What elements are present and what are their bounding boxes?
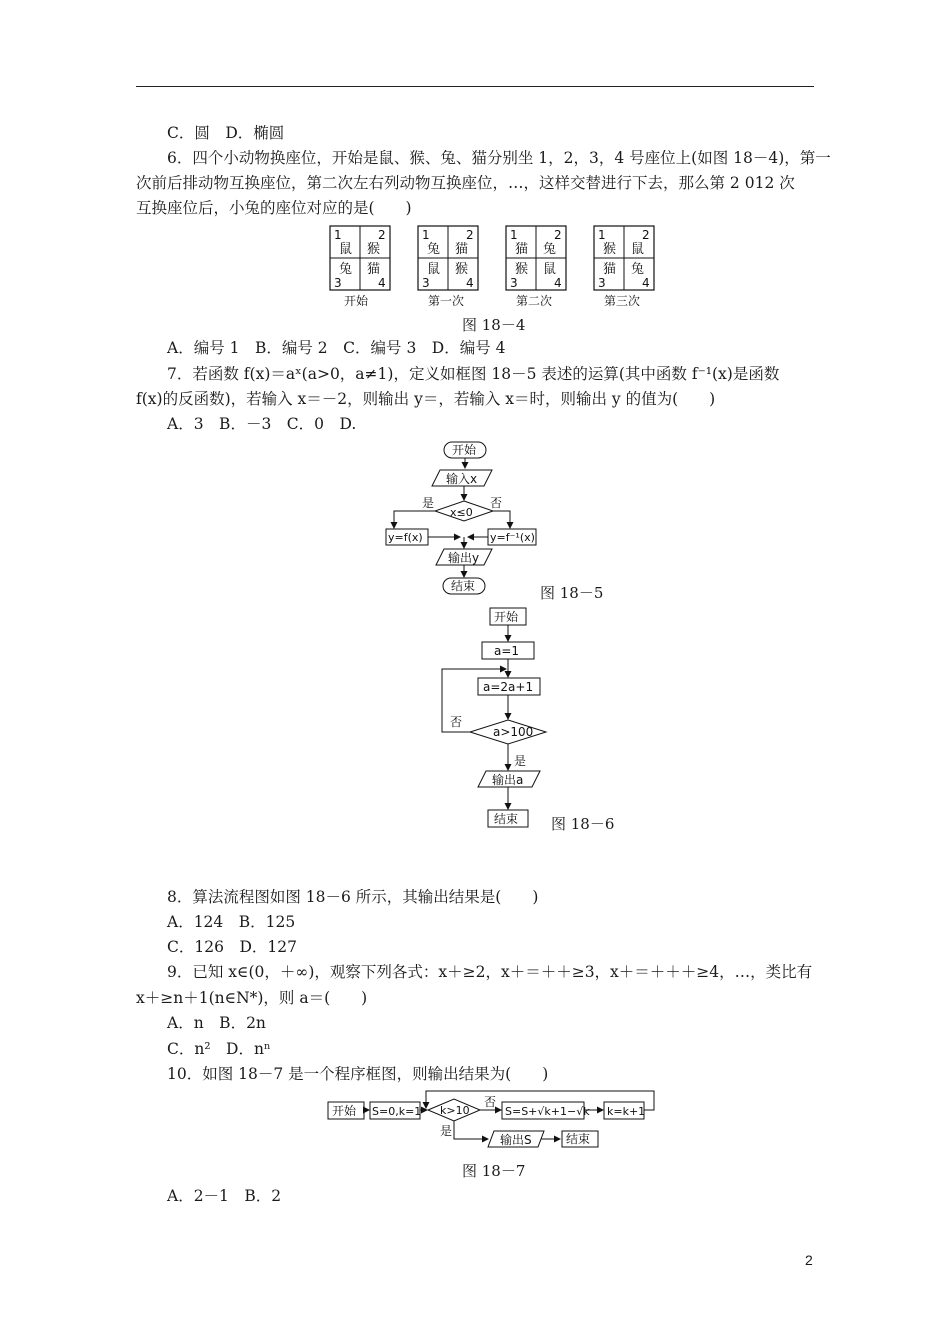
svg-text:结束: 结束 [494, 812, 519, 826]
svg-text:猴: 猴 [367, 242, 381, 257]
figure-18-4-caption: 图 18－4 [462, 316, 526, 334]
svg-text:a=1: a=1 [494, 644, 520, 658]
svg-text:1: 1 [598, 228, 606, 242]
svg-text:否: 否 [484, 1095, 497, 1109]
svg-text:开始: 开始 [452, 443, 477, 457]
svg-text:兔: 兔 [427, 242, 441, 257]
svg-text:3: 3 [510, 276, 518, 290]
svg-text:鼠: 鼠 [543, 262, 557, 277]
page-number: 2 [805, 1252, 813, 1268]
svg-text:兔: 兔 [339, 262, 353, 277]
box-label: 第一次 [428, 294, 465, 308]
svg-text:猴: 猴 [515, 262, 529, 277]
svg-text:结束: 结束 [566, 1132, 591, 1146]
svg-text:猴: 猴 [603, 242, 617, 257]
q5-options: C．圆 D．椭圆 [167, 124, 285, 142]
svg-text:x≤0: x≤0 [450, 506, 473, 519]
q8-line: 8．算法流程图如图 18－6 所示，其输出结果是( ) [167, 888, 539, 906]
q9-line2: x＋≥n＋1(n∈N*)，则 a＝( ) [136, 989, 368, 1007]
box-label: 第三次 [604, 294, 641, 308]
svg-text:开始: 开始 [332, 1104, 357, 1118]
q6-line1: 6．四个小动物换座位，开始是鼠、猴、兔、猫分别坐 1，2，3，4 号座位上(如图 18－4)，第一 [167, 149, 831, 167]
svg-text:k>10: k>10 [440, 1104, 470, 1117]
q8-options-2: C．126 D．127 [167, 938, 297, 956]
svg-text:猫: 猫 [367, 262, 381, 277]
seat-box-first [418, 226, 478, 308]
figure-18-7 [322, 1087, 662, 1155]
q7-options: A．3 B．－3 C．0 D. [167, 415, 357, 433]
figure-18-5-caption: 图 18－5 [540, 584, 604, 602]
svg-text:2: 2 [466, 228, 474, 242]
q10-line: 10．如图 18－7 是一个程序框图，则输出结果为( ) [167, 1065, 549, 1083]
q10-options: A．2－1 B．2 [167, 1187, 282, 1205]
svg-text:2: 2 [642, 228, 650, 242]
figure-18-6 [430, 604, 560, 830]
svg-text:鼠: 鼠 [427, 262, 441, 277]
svg-text:兔: 兔 [543, 242, 557, 257]
svg-text:1: 1 [334, 228, 342, 242]
box-label: 开始 [344, 294, 369, 308]
q9-options-2: C．n² D．nⁿ [167, 1040, 271, 1058]
svg-text:4: 4 [466, 276, 474, 290]
svg-text:猴: 猴 [455, 262, 469, 277]
figure-18-6-caption: 图 18－6 [551, 815, 615, 833]
q7-line1: 7．若函数 f(x)＝aˣ(a>0，a≠1)，定义如框图 18－5 表述的运算(其中函数 f⁻¹(x)是函数 [167, 365, 780, 383]
svg-text:a=2a+1: a=2a+1 [483, 680, 534, 694]
svg-text:输入x: 输入x [446, 472, 478, 486]
svg-text:猫: 猫 [603, 262, 617, 277]
figure-18-7-caption: 图 18－7 [462, 1162, 526, 1180]
svg-text:否: 否 [490, 496, 503, 510]
svg-text:S=S+√k+1−√k: S=S+√k+1−√k [505, 1105, 590, 1118]
svg-text:输出a: 输出a [492, 773, 524, 787]
svg-text:2: 2 [378, 228, 386, 242]
q8-options-1: A．124 B．125 [167, 913, 296, 931]
svg-text:是: 是 [422, 496, 435, 510]
q9-options-1: A．n B．2n [167, 1014, 266, 1032]
svg-text:S=0,k=1: S=0,k=1 [372, 1105, 422, 1118]
q6-line3: 互换座位后，小兔的座位对应的是( ) [136, 199, 412, 217]
svg-text:3: 3 [598, 276, 606, 290]
svg-text:1: 1 [510, 228, 518, 242]
q7-line2: f(x)的反函数)，若输入 x＝－2，则输出 y＝，若输入 x＝时，则输出 y 的值为( ) [136, 390, 716, 408]
svg-text:y=f(x): y=f(x) [388, 531, 423, 544]
svg-text:1: 1 [422, 228, 430, 242]
figure-18-4 [320, 222, 660, 312]
svg-text:是: 是 [514, 754, 527, 768]
q6-line2: 次前后排动物互换座位，第二次左右列动物互换座位，…，这样交替进行下去，那么第 2 012 次 [136, 174, 795, 192]
svg-text:4: 4 [554, 276, 562, 290]
svg-text:兔: 兔 [631, 262, 645, 277]
svg-text:鼠: 鼠 [339, 242, 353, 257]
figure-18-5 [380, 438, 550, 604]
box-label: 第二次 [516, 294, 553, 308]
q9-line1: 9．已知 x∈(0，＋∞)，观察下列各式：x＋≥2，x＋＝＋＋≥3，x＋＝＋＋＋≥4，…，类比有 [167, 963, 813, 981]
svg-text:开始: 开始 [494, 610, 519, 624]
svg-text:鼠: 鼠 [631, 242, 645, 257]
svg-text:否: 否 [450, 715, 463, 729]
svg-text:猫: 猫 [515, 242, 529, 257]
seat-box-start [330, 226, 390, 308]
svg-text:输出y: 输出y [448, 551, 480, 565]
svg-text:3: 3 [422, 276, 430, 290]
seat-box-third [594, 226, 654, 308]
svg-text:4: 4 [642, 276, 650, 290]
svg-text:k=k+1: k=k+1 [607, 1105, 646, 1118]
svg-text:输出S: 输出S [500, 1133, 532, 1147]
svg-text:2: 2 [554, 228, 562, 242]
svg-text:y=f⁻¹(x): y=f⁻¹(x) [490, 531, 535, 544]
svg-text:猫: 猫 [455, 242, 469, 257]
svg-text:4: 4 [378, 276, 386, 290]
svg-text:是: 是 [440, 1124, 453, 1138]
q6-options: A．编号 1 B．编号 2 C．编号 3 D．编号 4 [167, 339, 506, 357]
header-rule [136, 86, 814, 87]
svg-text:结束: 结束 [451, 579, 476, 593]
seat-box-second [506, 226, 566, 308]
svg-text:3: 3 [334, 276, 342, 290]
svg-text:a>100: a>100 [493, 725, 534, 739]
